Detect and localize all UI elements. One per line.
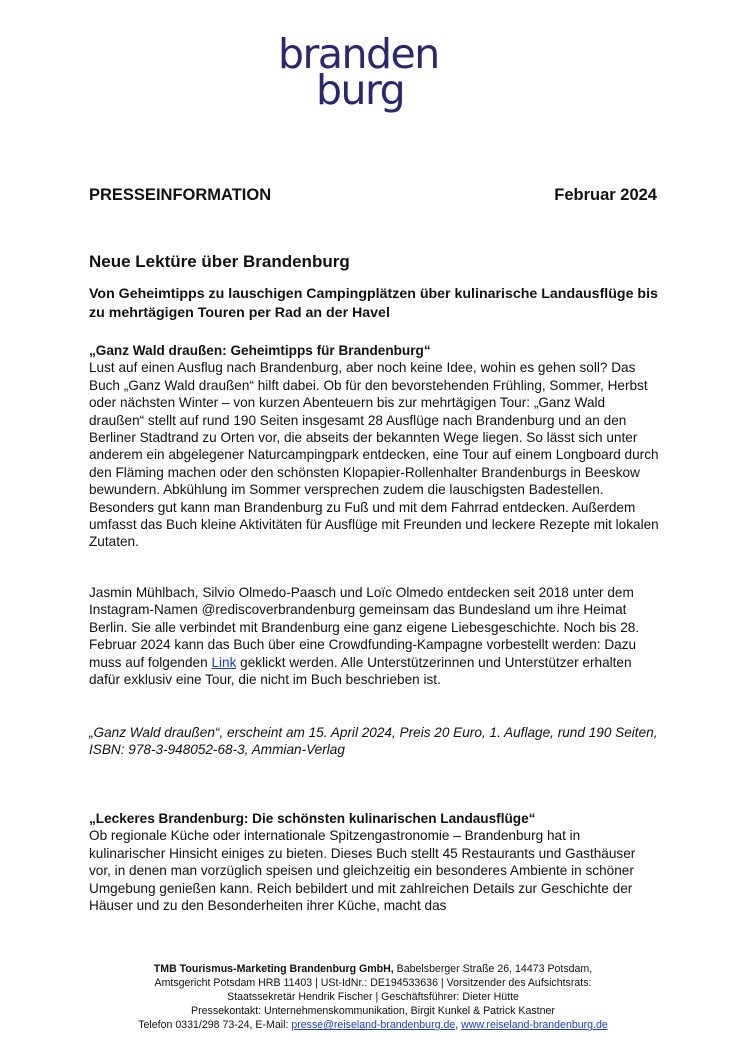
press-info-label: PRESSEINFORMATION xyxy=(89,186,272,204)
page-title: Neue Lektüre über Brandenburg xyxy=(89,252,350,271)
page-subtitle: Von Geheimtipps zu lauschigen Campingplätzen über kulinarische Landausflüge bis zu mehrtägigen Touren per Rad an der Havel xyxy=(89,286,658,321)
section-heading: „Ganz Wald draußen: Geheimtipps für Brandenburg“ xyxy=(89,343,431,358)
press-date: Februar 2024 xyxy=(554,186,657,204)
section-ganz-wald xyxy=(89,342,659,551)
footer-line-3: Staatssekretär Hendrik Fischer | Geschäftsführer: Dieter Hütte xyxy=(227,991,519,1004)
footer-line-1 xyxy=(60,962,686,976)
authors-text-after: geklickt werden. Alle Unterstützerinnen und Unterstützer erhalten dafür exklusiv eine Tour, die nicht im Buch beschrieben ist. xyxy=(89,654,632,688)
authors-text-before: Jasmin Mühlbach, Silvio Olmedo-Paasch und Loïc Olmedo entdecken seit 2018 unter dem Instagram-Namen @rediscoverbrandenburg gemeinsam das Bundesland um ihre Heimat Berlin. Sie alle verbindet mit Brandenburg eine ganz eigene Liebesgeschichte. Noch bis 28. Februar 2024 kann das Buch über eine Crowdfunding-Kampagne vorbestellt werden: Dazu muss auf folgenden xyxy=(89,585,640,670)
section-body: Lust auf einen Ausflug nach Brandenburg, aber noch keine Idee, wohin es gehen soll? Das Buch „Ganz Wald draußen“ hilft dabei. Ob für den bevorstehenden Frühling, Sommer, Herbst oder nächsten Winter – von kurzen Abenteuern bis zur mehrtägigen Tour: „Ganz Wald draußen“ stellt auf rund 190 Seiten insgesamt 28 Ausflüge nach Brandenburg und an den Berliner Stadtrand zu Orten vor, die abseits der bekannten Wege liegen. So lässt sich unter anderem ein abgelegener Naturcampingpark entdecken, eine Tour auf einem Longboard durch den Fläming machen oder den schönsten Klopapier-Rollenhalter Brandenburgs in Beeskow bewundern. Abkühlung im Sommer versprechen zudem die lauschigsten Badestellen. Besonders gut kann man Brandenburg zu Fuß und mit dem Fahrrad entdecken. Außerdem umfasst das Buch kleine Aktivitäten für Ausflüge mit Freunden und leckere Rezepte mit lokalen Zutaten. xyxy=(89,360,659,550)
footer-phone: Telefon 0331/298 73-24, E-Mail: xyxy=(138,1019,292,1032)
footer xyxy=(60,962,686,1032)
footer-line-2: Amtsgericht Potsdam HRB 11403 | USt-IdNr.: DE194533636 | Vorsitzender des Aufsichtsrats: xyxy=(154,977,592,990)
logo-line-1: branden xyxy=(278,30,439,78)
footer-website-link[interactable]: www.reiseland-brandenburg.de xyxy=(461,1019,608,1032)
footer-line-5 xyxy=(60,1018,686,1032)
footer-address: Babelsberger Straße 26, 14473 Potsdam, xyxy=(393,963,593,975)
footer-email-link[interactable]: presse@reiseland-brandenburg.de xyxy=(291,1019,456,1032)
section-leckeres xyxy=(89,810,659,914)
footer-separator: , xyxy=(455,1019,462,1032)
authors-paragraph xyxy=(89,584,659,688)
crowdfunding-link[interactable]: Link xyxy=(211,654,237,670)
book-info: „Ganz Wald draußen“, erscheint am 15. April 2024, Preis 20 Euro, 1. Auflage, rund 190 Seiten, ISBN: 978-3-948052-68-3, Ammian-Verlag xyxy=(89,725,658,758)
logo-line-2: burg xyxy=(316,66,405,114)
footer-line-4: Pressekontakt: Unternehmenskommunikation, Birgit Kunkel & Patrick Kastner xyxy=(191,1005,555,1018)
section-heading: „Leckeres Brandenburg: Die schönsten kulinarischen Landausflüge“ xyxy=(89,811,536,826)
section-body: Ob regionale Küche oder internationale Spitzengastronomie – Brandenburg hat in kulinarischer Hinsicht einiges zu bieten. Dieses Buch stellt 45 Restaurants und Gasthäuser vor, in denen man vorzüglich speisen und gleichzeitig ein besonderes Ambiente in schöner Umgebung genießen kann. Reich bebildert und mit zahlreichen Details zur Geschichte der Häuser und zu den Besonderheiten ihrer Küche, macht das xyxy=(89,828,636,914)
footer-company: TMB Tourismus-Marketing Brandenburg GmbH, xyxy=(153,963,394,975)
brandenburg-logo xyxy=(278,30,468,114)
